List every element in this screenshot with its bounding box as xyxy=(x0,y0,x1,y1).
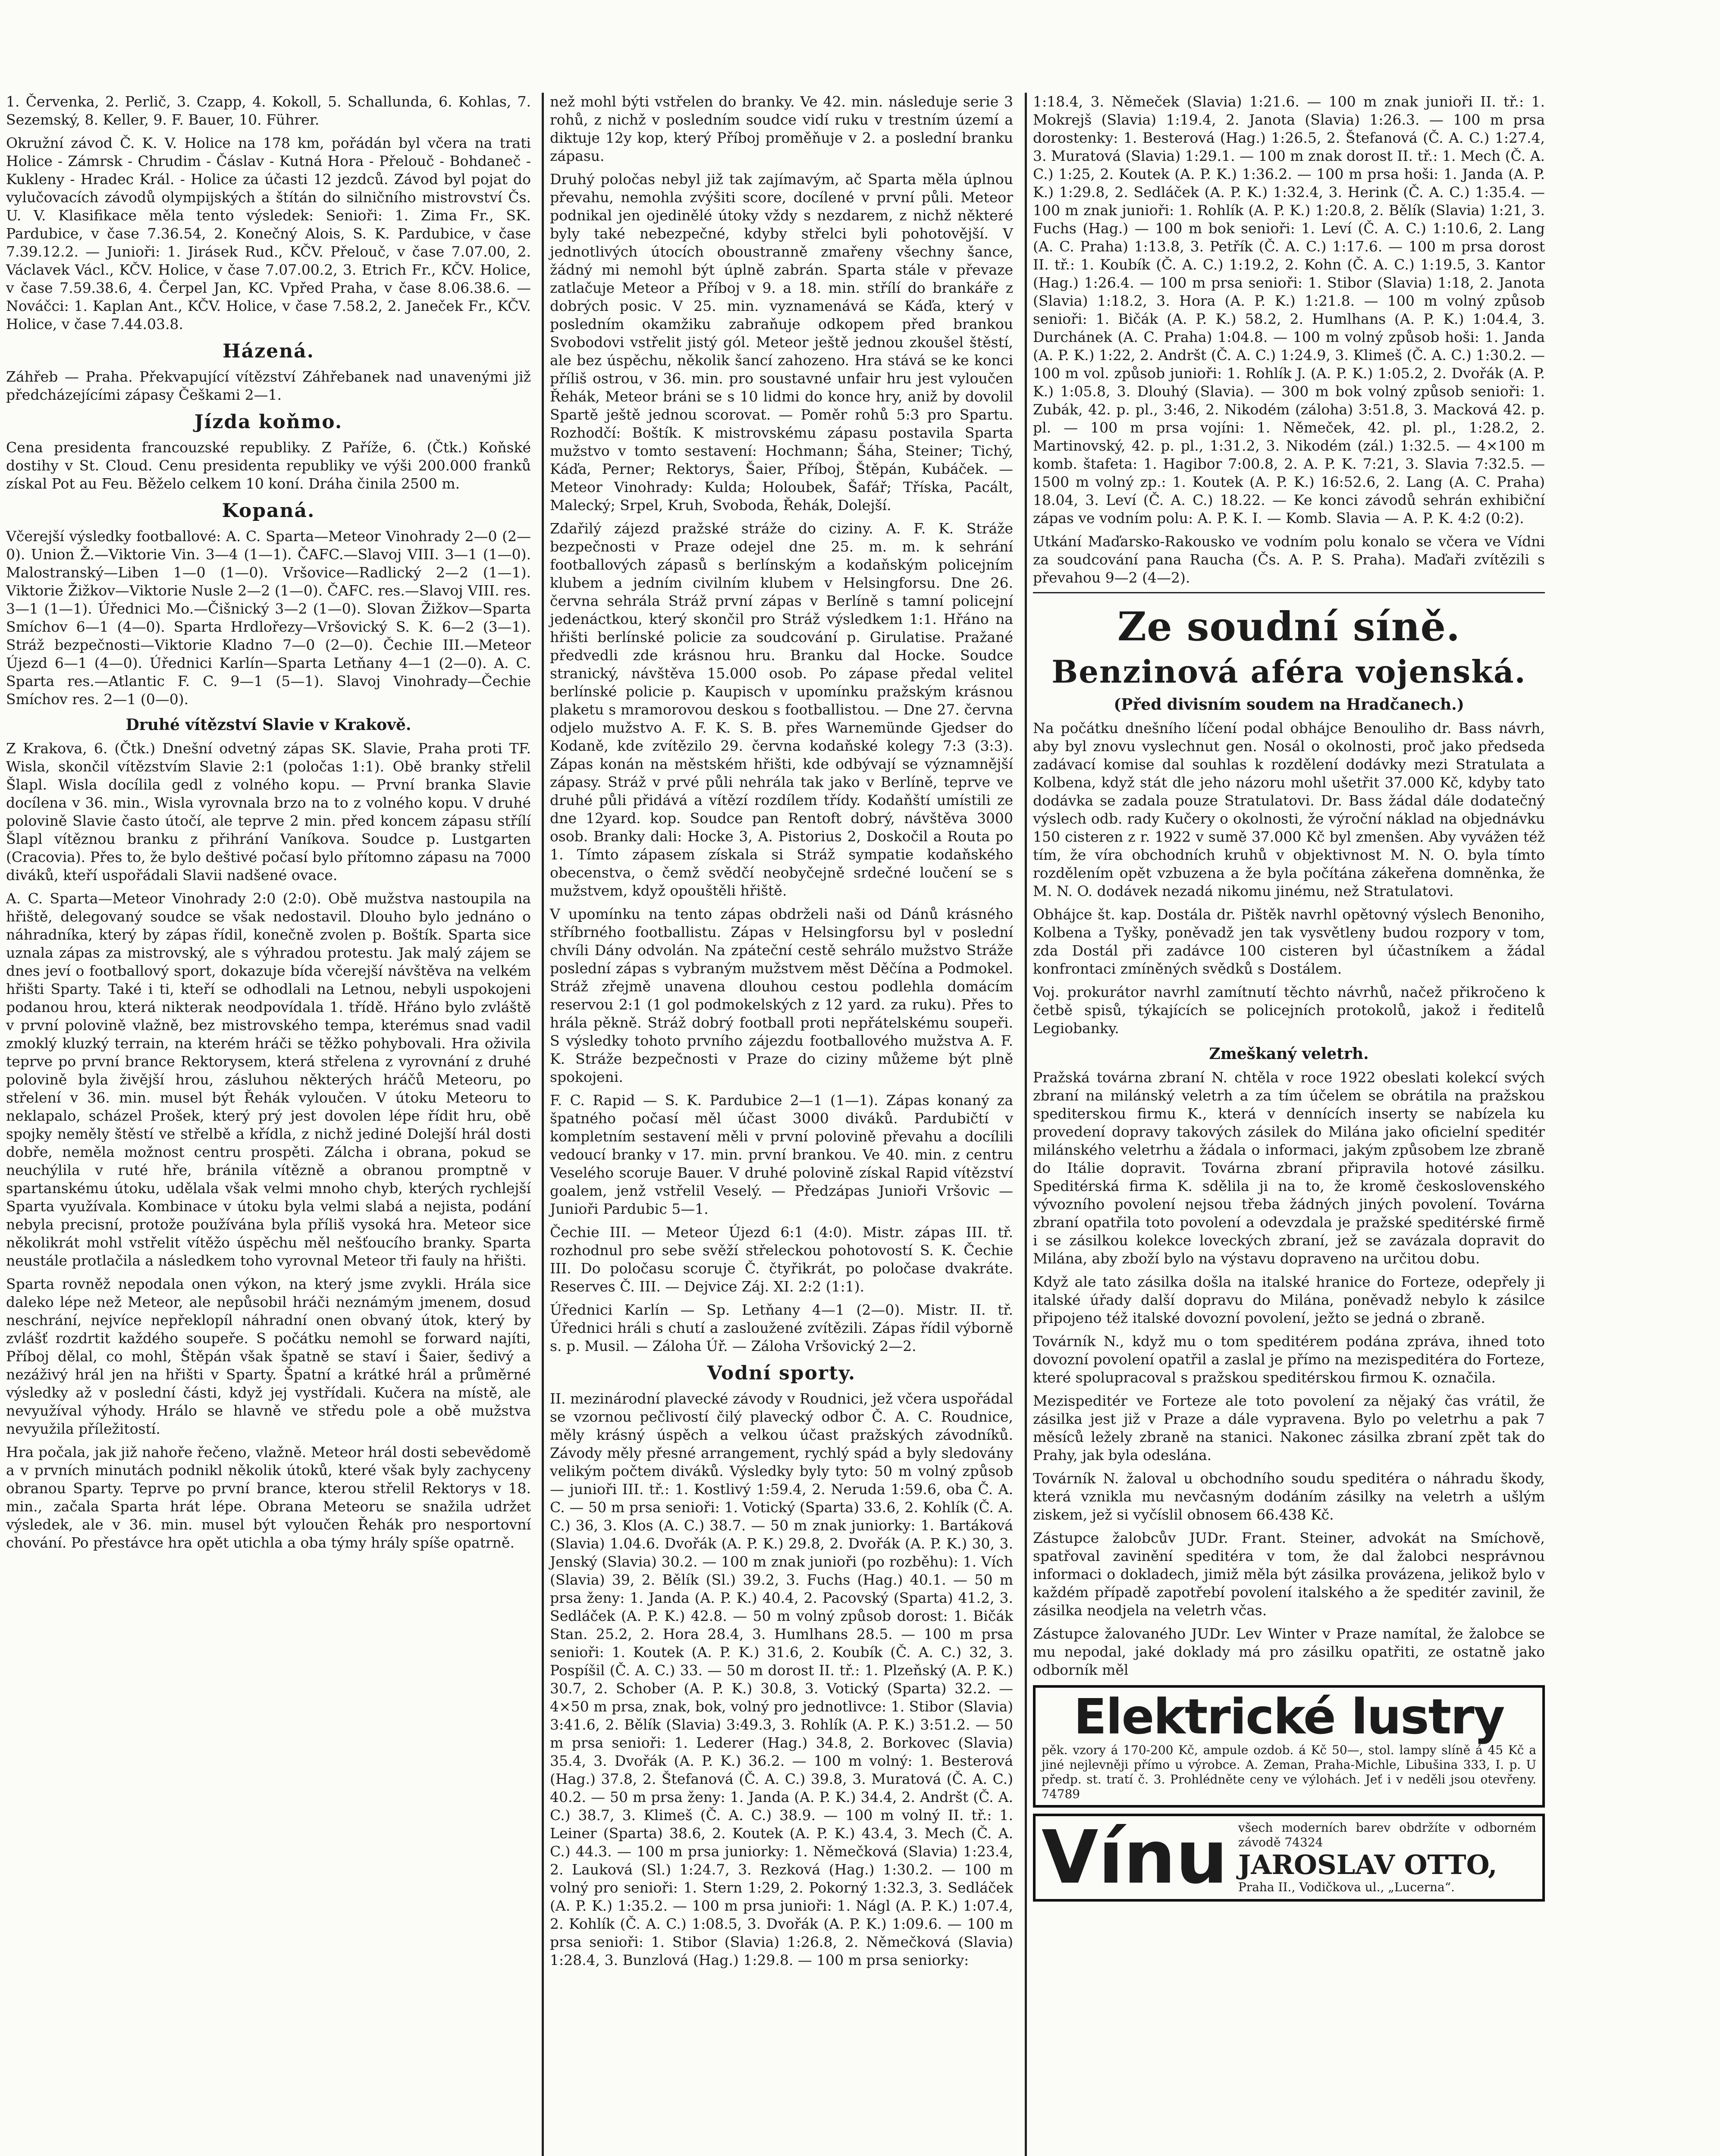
article-paragraph: Druhý poločas nebyl již tak zajímavým, ač Sparta měla úplnou převahu, nemohla zvýšiti score, docílené v první půli. Meteor podnikal jen ojedinělé útoky vždy s nezdarem, z nichž některé byly také nebezpečné, kdyby střelci byli pohotovější. V jednotlivých útocích oboustranně zmařeny všechny šance, žádný mi nemohl být úplně zabrán. Sparta stále v převaze zatlačuje Meteor a Příboj v 9. a 18. min. střílí do brankáře z dobrých posic. V 25. min. vyznamenává se Káďa, který v posledním okamžiku zabraňuje odkopem před brankou Svobodovi vstřelit jistý gól. Meteor ještě jednou zkoušel štěstí, ale bez úspěchu, několik šancí zahozeno. Hra stává se ke konci příliš ostrou, v 36. min. pro soustavné unfair hru jest vyloučen Řehák, Meteor bráni se s 10 lidmi do konce hry, aniž by dovolil Spartě ještě jednou scorovat. — Poměr rohů 5:3 pro Spartu. Rozhodčí: Boštík. K mistrovskému zápasu postavila Sparta mužstvo v tomto sestavení: Hochmann; Šáha, Steiner; Tichý, Káďa, Perner; Rektorys, Šaier, Příboj, Štěpán, Kubáček. — Meteor Vinohrady: Kulda; Holoubek, Šafář; Tříska, Pacált, Malecký; Srpel, Kruh, Svoboda, Řehák, Dolejší. xyxy=(550,171,1013,514)
column-3 xyxy=(1025,93,1551,2156)
column-2 xyxy=(542,93,1019,2156)
section-heading: Benzinová aféra vojenská. xyxy=(1051,653,1526,690)
article-paragraph: Hra počala, jak již nahoře řečeno, vlažně. Meteor hrál dosti sebevědomě a v prvních minutách podnikl několik útoků, které však byly zachyceny obranou Sparty. Teprve po první brance, kterou střelil Rektorys v 18. min., začala Sparta hrát lépe. Obrana Meteoru se snažila udržet výsledek, ale v 36. min. musel být vyloučen Řehák pro nesportovní chování. Po přestávce hra opět utichla a oba týmy hrály spíše opatrně. xyxy=(6,1444,531,1551)
article-paragraph: Když ale tato zásilka došla na italské hranice do Forteze, odepřely ji italské úřady další dopravu do Milána, poněvadž nebylo k zásilce připojeno též italské dovozní povolení, ježto se jedná o zbraně. xyxy=(1033,1273,1545,1326)
article-paragraph: Okružní závod Č. K. V. Holice na 178 km, pořádán byl včera na trati Holice - Zámrsk - Chrudim - Čáslav - Kutná Hora - Přelouč - Bohdaneč - Kukleny - Hradec Král. - Holice za účasti 12 jezdců. Závod byl pojat do vylučovacích závodů olympijských a štítán do silničního mistrovství Čs. U. V. Klasifikace měla tento výsledek: Senioři: 1. Zima Fr., SK. Pardubice, v čase 7.36.54, 2. Konečný Alois, S. K. Pardubice, v čase 7.39.12.2. — Junioři: 1. Jirásek Rud., KČV. Přelouč, v čase 7.07.00, 2. Václavek Václ., KČV. Holice, v čase 7.07.00.2, 3. Etrich Fr., KČV. Holice, v čase 7.59.38.6, 4. Čerpel Jan, KC. Vpřed Praha, v čase 8.06.38.6. — Nováčci: 1. Kaplan Ant., KČV. Holice, v čase 7.58.2, 2. Janeček Fr., KČV. Holice, v čase 7.44.03.8. xyxy=(6,135,531,332)
advert-vinu xyxy=(1033,1814,1545,1902)
section-heading: Vodní sporty. xyxy=(707,1362,856,1384)
section-heading: Druhé vítězství Slavie v Krakově. xyxy=(126,716,411,734)
section-heading: (Před divisním soudem na Hradčanech.) xyxy=(1114,696,1464,714)
article-paragraph: Pražská továrna zbraní N. chtěla v roce 1922 obeslati kolekcí svých zbraní na milánský veletrh a za tím účelem se obrátila na pražskou spediterskou firmu K., která v dennících inserty se nabízela ku provedení dopravy takových zásilek do Milána jako oficielní speditér milánského veletrhu a žádala o informaci, jakým způsobem lze zbraně do Itálie dopravit. Továrna zbraní připravila hotové zásilku. Speditérská firma K. sdělila ji na to, že kromě československého vývozního povolení nejsou třeba žádných jiných povolení. Továrna zbraní opatřila toto povolení a odevzdala je pražské speditérské firmě i se zásilkou kolekce loveckých zbraní, jež se zavázala dopravit do Milána, aby zboží bylo na výstavu dopraveno na určitou dobu. xyxy=(1033,1069,1545,1267)
advert-line: všech moderních barev obdržíte v odborném závodě 74324 xyxy=(1238,1821,1536,1849)
article-paragraph: Čechie III. — Meteor Újezd 6:1 (4:0). Mistr. zápas III. tř. rozhodnul pro sebe svěží střeleckou pohotovostí S. K. Čechie III. Do poločasu scoruje Č. čtyřikrát, po poločase dvakráte. Reserves Č. III. — Dejvice Záj. XI. 2:2 (1:1). xyxy=(550,1224,1013,1295)
advert-details xyxy=(1238,1821,1536,1895)
section-heading: Ze soudní síně. xyxy=(1117,603,1461,650)
article-paragraph: Včerejší výsledky footballové: A. C. Sparta—Meteor Vinohrady 2—0 (2—0). Union Ž.—Viktorie Vin. 3—4 (1—1). ČAFC.—Slavoj VIII. 3—1 (1—0). Malostranský—Liben 1—0 (1—0). Vršovice—Radlický 2—2 (1—1). Viktorie Žižkov—Viktorie Nusle 2—2 (1—0). ČAFC. res.—Slavoj VIII. res. 3—1 (1—1). Úřednici Mo.—Čišnický 3—2 (1—0). Slovan Žižkov—Sparta Smíchov 6—1 (4—0). Sparta Hrdlořezy—Vršovický S. K. 6—2 (3—1). Stráž bezpečnosti—Viktorie Kladno 7—0 (2—0). Čechie III.—Meteor Újezd 6—1 (4—0). Úřednici Karlín—Sparta Letňany 4—1 (2—0). A. C. Sparta res.—Atlantic F. C. 9—1 (5—1). Slavoj Vinohrady—Čechie Smíchov res. 2—1 (0—0). xyxy=(6,528,531,708)
article-paragraph: F. C. Rapid — S. K. Pardubice 2—1 (1—1). Zápas konaný za špatného počasí měl účast 3000 diváků. Pardubičtí v kompletním sestavení měli v první polovině převahu a docílili vedoucí branky v 17. min. první brankou. Ve 40. min. z centru Veselého scoruje Bauer. V druhé polovině získal Rapid vítězství goalem, jenž vstřelil Veselý. — Předzápas Junioři Vršovic — Junioři Pardubic 5—1. xyxy=(550,1092,1013,1217)
advert-title: Elektrické lustry xyxy=(1073,1689,1504,1745)
article-paragraph: Továrník N. žaloval u obchodního soudu speditéra o náhradu škody, která vznikla mu nevčasným dodáním zásilky na veletrh a ušlým ziskem, jež si vyčíslil obnosem 66.438 Kč. xyxy=(1033,1470,1545,1523)
advert-company-name: JAROSLAV OTTO, xyxy=(1238,1849,1497,1880)
article-paragraph: 1. Červenka, 2. Perlič, 3. Czapp, 4. Kokoll, 5. Schallunda, 6. Kohlas, 7. Sezemský, 8. Keller, 9. F. Bauer, 10. Führer. xyxy=(6,93,531,128)
article-paragraph: Zástupce žalobcův JUDr. Frant. Steiner, advokát na Smíchově, spatřoval zavinění speditéra v tom, že dal žalobci nesprávnou informaci o dokladech, jimiž měla být zásilka provázena, jelikož bylo v každém případě zapotřebí povolení italského a že speditér zavinil, že zásilka neodjela na veletrh včas. xyxy=(1033,1529,1545,1619)
advert-lustry xyxy=(1033,1685,1545,1808)
article-paragraph: než mohl býti vstřelen do branky. Ve 42. min. následuje serie 3 rohů, z nichž v posledním soudce vidí ruku v trestním území a diktuje 12y kop, který Příboj proměňuje v 2. a poslední branku zápasu. xyxy=(550,93,1013,164)
article-paragraph: Sparta rovněž nepodala onen výkon, na který jsme zvykli. Hrála sice daleko lépe než Meteor, ale nepůsobil hráči neznámým jmenem, dosud neschrání, nejvíce nepřeklopíl náhradní onen obvaný útok, který by zvlášť rozdrtit každého soupeře. S počátku nemohl se forward najíti, Příboj dělal, co mohl, Štěpán však špatně se staví i Šaier, šedivý a nezáživý hrál jen na hřišti v Sparty. Špatní a krátké hrál a průměrné výsledky až v poslední části, když jej vystřídali. Kučera na místě, ale nevyužíval výhody. Hrálo se hlavně ve středu pole a obě mužstva nevyužila příležitostí. xyxy=(6,1275,531,1437)
article-paragraph: A. C. Sparta—Meteor Vinohrady 2:0 (2:0). Obě mužstva nastoupila na hřiště, delegovaný soudce se však nedostavil. Dlouho bylo jednáno o náhradníka, který by zápas řídil, konečně zvolen p. Boštík. Sparta sice uznala zápas za mistrovský, ale s výhradou protestu. Jak malý zájem se dnes jeví o footballový sport, dokazuje bída včerejší návštěva na velkém hřišti Sparty. Také i ti, kteří se odhodlali na Letnou, nebyli uspokojeni podanou hrou, která nikterak neodpovídala 1. třídě. Hřáno bylo zvláště v první polovině vlažně, bez mistrovského tempa, kterémus snad vadil zmoklý kluzký terrain, na kterém hráči se těžko pohybovali. Hra oživila teprve po první brance Rektorysem, která střelena z vyrovnání z druhé polovině byla živější hrou, zásluhou některých hráčů Meteoru, po střelení v 36. min. musel být Řehák vyloučen. V útoku Meteoru to neklapalo, scházel Prošek, který prý jest dovolen lépe řídit hru, obě spojky neměly štěstí ve střelbě a křídla, z nichž jediné Dolejší hrál dosti dobře, neměla možnost centru prospěti. Zálcha i obrana, pokud se neuchýlila v ruté hře, bránila vítězně a obranou promptně v spartanskému útoku, udělala však velmi mnoho chyb, kterých rychlejší Sparta využívala. Kombinace v útoku byla velmi slabá a nejista, podání nebyla precisní, protože používána byla příliš vysoká hra. Meteor sice několikrát mohl vstřelit vítěžo úspěchu měl nešťoucího branky. Sparta neustále protlačila a následkem toho vyrovnal Meteor tři fauly na hřišti. xyxy=(6,890,531,1269)
article-paragraph: Záhřeb — Praha. Překvapující vítězství Záhřebanek nad unavenými již předcházejícími zápasy Češkami 2—1. xyxy=(6,368,531,403)
section-heading: Házená. xyxy=(223,340,314,362)
advert-address: Praha II., Vodičkova ul., „Lucerna“. xyxy=(1238,1880,1455,1894)
article-paragraph: Cena presidenta francouzské republiky. Z Paříže, 6. (Čtk.) Koňské dostihy v St. Cloud. Cenu presidenta republiky ve výši 200.000 franků získal Pot au Feu. Běželo celkem 10 koní. Dráha činila 2500 m. xyxy=(6,439,531,492)
article-paragraph: Z Krakova, 6. (Čtk.) Dnešní odvetný zápas SK. Slavie, Praha proti TF. Wisla, skončil vítězstvím Slavie 2:1 (poločas 1:1). Obě branky střelil Šlapl. Wisla docílila gedl z volného kopu. — První branka Slavie docílena v 36. min., Wisla vyrovnala brzo na to z volného kopu. V druhé polovině Slavie často útočí, ale teprve 2 min. před koncem zápasu střílí Šlapl vítěznou branku z přihrání Vaníkova. Soudce p. Lustgarten (Cracovia). Přes to, že bylo deštivé počasí bylo přítomno zápasu na 7000 diváků, kteří uspořádali Slavii nadšené ovace. xyxy=(6,740,531,884)
article-paragraph: 1:18.4, 3. Němeček (Slavia) 1:21.6. — 100 m znak junioři II. tř.: 1. Mokrejš (Slavia) 1:19.4, 2. Janota (Slavia) 1:26.3. — 100 m prsa dorostenky: 1. Besterová (Hag.) 1:26.5, 2. Štefanová (Č. A. C.) 1:27.4, 3. Muratová (Slavia) 1:29.1. — 100 m znak dorost II. tř.: 1. Mech (Č. A. C.) 1:25, 2. Koutek (A. P. K.) 1:36.2. — 100 m prsa hoši: 1. Janda (A. P. K.) 1:29.8, 2. Sedláček (A. P. K.) 1:32.4, 3. Herink (Č. A. C.) 1:35.4. — 100 m znak junioři: 1. Rohlík (A. P. K.) 1:20.8, 2. Bělík (Slavia) 1:21, 3. Fuchs (Hag.) — 100 m bok senioři: 1. Leví (Č. A. C.) 1:10.6, 2. Lang (A. C. Praha) 1:13.8, 3. Petřík (Č. A. C.) 1:17.6. — 100 m prsa dorost II. tř.: 1. Koubík (Č. A. C.) 1:19.2, 2. Kohn (Č. A. C.) 1:19.5, 3. Kantor (Hag.) 1:26.4. — 100 m prsa senioři: 1. Stibor (Slavia) 1:18, 2. Janota (Slavia) 1:18.2, 3. Hora (A. P. K.) 1:21.8. — 100 m volný způsob senioři: 1. Bičák (A. P. K.) 58.2, 2. Humlhans (A. P. K.) 1:04.4, 3. Durchánek (A. C. Praha) 1:04.8. — 100 m volný způsob hoši: 1. Janda (A. P. K.) 1:22, 2. Andršt (Č. A. C.) 1:24.9, 3. Klimeš (Č. A. C.) 1:30.2. — 100 m vol. způsob junioři: 1. Rohlík J. (A. P. K.) 1:05.2, 2. Dvořák (A. P. K.) 1:05.8, 3. Dlouhý (Slavia). — 300 m bok volný způsob senioři: 1. Zubák, 42. p. pl., 3:46, 2. Nikodém (záloha) 3:51.8, 3. Macková 42. p. pl. — 100 m prsa vojíni: 1. Němeček, 42. pl. pl., 1:28.2, 2. Martinovský, 42. p. pl., 1:31.2, 3. Nikodém (zál.) 1:32.5. — 4×100 m komb. štafeta: 1. Hagibor 7:00.8, 2. A. P. K. 7:21, 3. Slavia 7:32.5. — 1500 m volný zp.: 1. Koutek (A. P. K.) 16:52.6, 2. Lang (A. C. Praha) 18.04, 3. Leví (Č. A. C.) 18.22. — Ke konci závodů sehrán exhibiční zápas ve vodním polu: A. P. K. I. — Komb. Slavia — A. P. K. 4:2 (0:2). xyxy=(1033,93,1545,526)
section-heading: Kopaná. xyxy=(222,500,315,522)
column-1 xyxy=(0,93,537,2156)
article-paragraph: Zdařilý zájezd pražské stráže do ciziny. A. F. K. Stráže bezpečnosti v Praze odejel dne 25. m. m. k sehrání footballových zápasů s berlínským a kodaňským policejním klubem a jedním civilním klubem v Helsingforsu. Dne 26. června sehrála Stráž první zápas v Berlíně s tamní policejní jedenáctkou, který skončil pro Stráž výsledkem 1:1. Hřáno na hřišti berlínské policie za soudcování p. Girulatise. Pražané předvedli zde krásnou hru. Branku dal Hocke. Soudce stranický, návštěva 15.000 osob. Po zápase předal velitel berlínské policie p. Kaupisch v upomínku pražským krásnou plaketu s mramorovou deskou s footballistou. — Dne 27. června odjelo mužstvo A. F. K. S. B. přes Warnemünde Gjedser do Kodaně, kde zvítězilo 29. června kodaňské kolegy 7:3 (3:3). Zápas konán na městském hřišti, kde odbývají se významnější zápasy. Stráž v prvé půli nehrála tak jako v Berlíně, teprve ve druhé půli přidává a vítězí rozdílem třídy. Kodaňští umístili ze dne 12yard. kop. Soudce pan Rentoft dobrý, návštěva 3000 osob. Branky dali: Hocke 3, A. Pistorius 2, Doskočil a Routa po 1. Tímto zápasem získala si Stráž sympatie kodaňského obecenstva, o čemž svědčí neobyčejně srdečné loučení se s mužstvem, když opouštěli hřiště. xyxy=(550,520,1013,899)
article-paragraph: II. mezinárodní plavecké závody v Roudnici, jež včera uspořádal se vzornou pečlivostí čilý plavecký odbor Č. A. C. Roudnice, měly krásný úspěch a velkou účast pražských závodníků. Závody měly přesné arrangement, rychlý spád a byly sledovány velikým počtem diváků. Výsledky byly tyto: 50 m volný způsob — junioři III. tř.: 1. Kostlivý 1:59.4, 2. Neruda 1:59.6, oba Č. A. C. — 50 m prsa senioři: 1. Votický (Sparta) 33.6, 2. Kohlík (Č. A. C.) 36, 3. Klos (A. C.) 38.7. — 50 m znak juniorky: 1. Bartáková (Slavia) 1.04.6. Dvořák (A. P. K.) 29.8, 2. Dvořák (A. P. K.) 30, 3. Jenský (Slavia) 30.2. — 100 m znak junioři (po rozběhu): 1. Vích (Slavia) 39, 2. Bělík (Sl.) 39.2, 3. Fuchs (Hag.) 40.1. — 50 m prsa ženy: 1. Janda (A. P. K.) 40.4, 2. Pacovský (Sparta) 41.2, 3. Sedláček (A. P. K.) 42.8. — 50 m volný způsob dorost: 1. Bičák Stan. 25.2, 2. Hora 28.4, 3. Humlhans 28.5. — 100 m prsa senioři: 1. Koutek (A. P. K.) 31.6, 2. Koubík (Č. A. C.) 32, 3. Pospíšil (Č. A. C.) 33. — 50 m dorost II. tř.: 1. Plzeňský (A. P. K.) 30.7, 2. Schober (A. P. K.) 30.8, 3. Votický (Sparta) 32.2. — 4×50 m prsa, znak, bok, volný pro jednotlivce: 1. Stibor (Slavia) 3:41.6, 2. Bělík (Slavia) 3:49.3, 3. Rohlík (A. P. K.) 3:51.2. — 50 m prsa senioři: 1. Lederer (Hag.) 34.8, 2. Borkovec (Slavia) 35.4, 3. Dvořák (A. P. K.) 36.2. — 100 m volný: 1. Besterová (Hag.) 37.8, 2. Štefanová (Č. A. C.) 39.8, 3. Muratová (Č. A. C.) 40.2. — 50 m prsa ženy: 1. Janda (A. P. K.) 34.4, 2. Andršt (Č. A. C.) 38.7, 3. Klimeš (Č. A. C.) 38.9. — 100 m volný II. tř.: 1. Leiner (Sparta) 38.6, 2. Koutek (A. P. K.) 43.4, 3. Mech (Č. A. C.) 44.3. — 100 m prsa juniorky: 1. Němečková (Slavia) 1:23.4, 2. Lauková (Sl.) 1:24.7, 3. Rezková (Hag.) 1:30.2. — 100 m volný pro senioři: 1. Stern 1:29, 2. Pokorný 1:32.3, 3. Sedláček (A. P. K.) 1:35.2. — 100 m prsa junioři: 1. Nágl (A. P. K.) 1:07.4, 2. Kohlík (Č. A. C.) 1:08.5, 3. Dvořák (A. P. K.) 1:09.6. — 100 m prsa senioři: 1. Stibor (Slavia) 1:26.8, 2. Němečková (Slavia) 1:28.4, 3. Bunzlová (Hag.) 1:29.8. — 100 m prsa seniorky: xyxy=(550,1390,1013,1968)
section-heading: Zmeškaný veletrh. xyxy=(1209,1045,1369,1063)
article-paragraph: V upomínku na tento zápas obdrželi naši od Dánů krásného stříbrného footballistu. Zápas v Helsingforsu byl v poslední chvíli Dány odvolán. Na zpáteční cestě sehrálo mužstvo Stráže poslední zápas s vybraným mužstvem měst Děčína a Podmokel. Stráž zřejmě unavena dlouhou cestou podlehla domácím reservou 2:1 (1 gol podmokelských z 12 yard. za ruku). Přes to hrála pěkně. Stráž dobrý football proti nepřátelskému soupeři. S výsledky tohoto prvního zájezdu footballového mužstva A. F. K. Stráže bezpečnosti v Praze do ciziny můžeme být plně spokojeni. xyxy=(550,906,1013,1085)
article-paragraph: Zástupce žalovaného JUDr. Lev Winter v Praze namítal, že žalobce se mu nepodal, jaké doklady má pro zásilku opatřiti, ze ostatně jako odborník měl xyxy=(1033,1625,1545,1678)
section-heading: Jízda koňmo. xyxy=(194,411,343,433)
article-paragraph: Mezispeditér ve Forteze ale toto povolení za nějaký čas vrátil, že zásilka jest již v Praze a dále vypravena. Bylo po veletrhu a pak 7 měsíců ležely zbraně na stanici. Nakonec zásilka zbraní zpět tak do Prahy, jak byla odeslána. xyxy=(1033,1392,1545,1463)
column-rule xyxy=(1033,592,1545,593)
advert-big-word: Vínu xyxy=(1042,1815,1228,1900)
article-paragraph: Utkání Maďarsko-Rakousko ve vodním polu konalo se včera ve Vídni za soudcování pana Raucha (Čs. A. P. S. Praha). Maďaři zvítězili s převahou 9—2 (4—2). xyxy=(1033,533,1545,586)
article-paragraph: Úřednici Karlín — Sp. Letňany 4—1 (2—0). Mistr. II. tř. Úřednici hráli s chutí a zasloužené zvítězili. Zápas řídil výborně s. p. Musil. — Záloha Úř. — Záloha Vršovický 2—2. xyxy=(550,1301,1013,1354)
article-paragraph: Voj. prokurátor navrhl zamítnutí těchto návrhů, načež přikročeno k četbě spisů, týkajících se policejních protokolů, jakož i ředitelů Legiobanky. xyxy=(1033,984,1545,1037)
article-paragraph: Obhájce št. kap. Dostála dr. Pištěk navrhl opětovný výslech Benoniho, Kolbena a Tyšky, poněvadž jen tak vysvětleny budou rozpory v tom, zda Dostál při zadávce 100 cisteren byl účastníkem a žádal konfrontaci zmíněných svědků s Dostálem. xyxy=(1033,906,1545,977)
article-paragraph: Továrník N., když mu o tom speditérem podána zpráva, ihned toto dovozní povolení opatřil a zaslal je přímo na mezispeditéra do Forteze, které spolupracoval s pražskou speditérskou firmou K. označila. xyxy=(1033,1333,1545,1386)
advert-text: pěk. vzory á 170-200 Kč, ampule ozdob. á Kč 50—, stol. lampy slíně á 45 Kč a jiné nejlevněji přímo u výrobce. A. Zeman, Praha-Michle, Libušina 333, I. p. U předp. st. tratí č. 3. Prohlédněte ceny ve výlohách. Jeť i v neděli jsou otevřeny. 74789 xyxy=(1042,1743,1536,1801)
article-paragraph: Na počátku dnešního líčení podal obhájce Benouliho dr. Bass návrh, aby byl znovu vyslechnut gen. Nosál o okolnosti, proč jako předseda zadávací komise dal souhlas k rozdělení dodávky mezi Stratulata a Kolbena, když stát dle jeho názoru mohl ušetřit 37.000 Kč, kdyby tato dodávka se zadala pouze Stratulatovi. Dr. Bass žádal dále dodatečný výslech odb. rady Kučery o okolnosti, že výroční náklad na objednávku 150 cisteren z r. 1922 v sumě 37.000 Kč byl zmenšen. Aby vyvážen též tím, že víra obchodních kruhů v objektivnost M. N. O. byla tímto rozdělením opět vzbuzena a že byla počítána zákeřena domněnka, že M. N. O. dodávek nezadá nikomu jinému, než Stratulatovi. xyxy=(1033,720,1545,899)
